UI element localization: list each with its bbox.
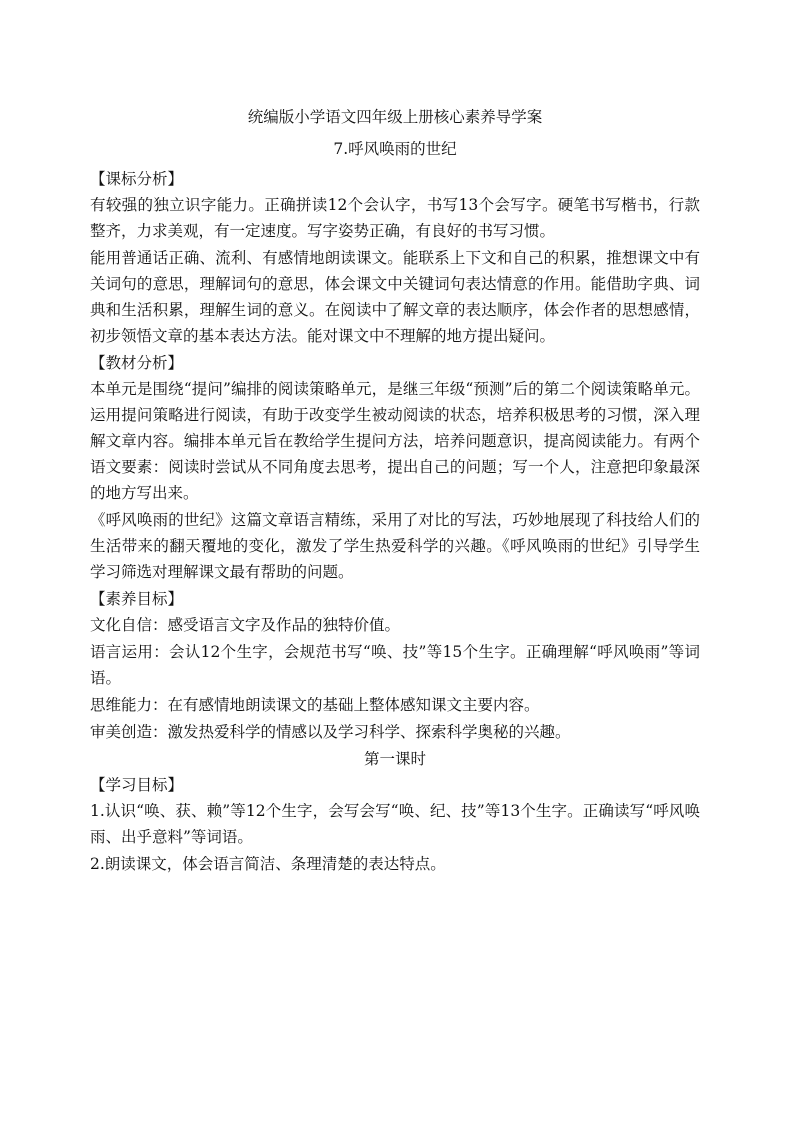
paragraph: 本单元是围绕“提问”编排的阅读策略单元，是继三年级“预测”后的第二个阅读策略单元。运用提问策略进行阅读，有助于改变学生被动阅读的状态，培养积极思考的习惯，深入理解文章内容。编排本单元旨在教给学生提问方法，培养问题意识，提高阅读能力。有两个语文要素：阅读时尝试从不同角度去思考，提出自己的问题；写一个人，注意把印象最深的地方写出来。 xyxy=(90,380,700,502)
paragraph: 有较强的独立识字能力。正确拼读12个会认字，书写13个会写字。硬笔书写楷书，行款整齐，力求美观，有一定速度。写字姿势正确，有良好的书写习惯。 xyxy=(90,196,700,240)
paragraph: 能用普通话正确、流利、有感情地朗读课文。能联系上下文和自己的积累，推想课文中有关词句的意思，理解词句的意思，体会课文中关键词句表达情意的作用。能借助字典、词典和生活积累，理解生词的意义。在阅读中了解文章的表达顺序，体会作者的思想感情，初步领悟文章的基本表达方法。能对课文中不理解的地方提出疑问。 xyxy=(90,249,700,345)
paragraph: 《呼风唤雨的世纪》这篇文章语言精练，采用了对比的写法，巧妙地展现了科技给人们的生活带来的翻天覆地的变化，激发了学生热爱科学的兴趣。《呼风唤雨的世纪》引导学生学习筛选对理解课文最有帮助的问题。 xyxy=(90,511,700,581)
goal-item: 2.朗读课文，体会语言简洁、条理清楚的表达特点。 xyxy=(90,855,446,873)
paragraph: 文化自信：感受语言文字及作品的独特价值。 xyxy=(90,616,401,634)
section-heading-textbook: 【教材分析】 xyxy=(90,354,184,372)
section-heading-curriculum: 【课标分析】 xyxy=(90,170,184,188)
document-title: 统编版小学语文四年级上册核心素养导学案 xyxy=(247,108,543,126)
lesson-title: 7.呼风唤雨的世纪 xyxy=(333,140,457,158)
paragraph: 思维能力：在有感情地朗读课文的基础上整体感知课文主要内容。 xyxy=(90,696,540,714)
section-heading-goals: 【学习目标】 xyxy=(90,776,184,794)
goal-item: 1.认识“唤、获、赖”等12个生字，会写会写“唤、纪、技”等13个生字。正确读写“呼风唤雨、出乎意料”等词语。 xyxy=(90,802,700,846)
document-content xyxy=(90,104,700,878)
paragraph: 语言运用：会认12个生字，会规范书写“唤、技”等15个生字。正确理解“呼风唤雨”等词语。 xyxy=(90,643,700,687)
paragraph: 审美创造：激发热爱科学的情感以及学习科学、探索科学奥秘的兴趣。 xyxy=(90,723,571,741)
period-heading: 第一课时 xyxy=(363,750,426,768)
section-heading-literacy: 【素养目标】 xyxy=(90,590,184,608)
